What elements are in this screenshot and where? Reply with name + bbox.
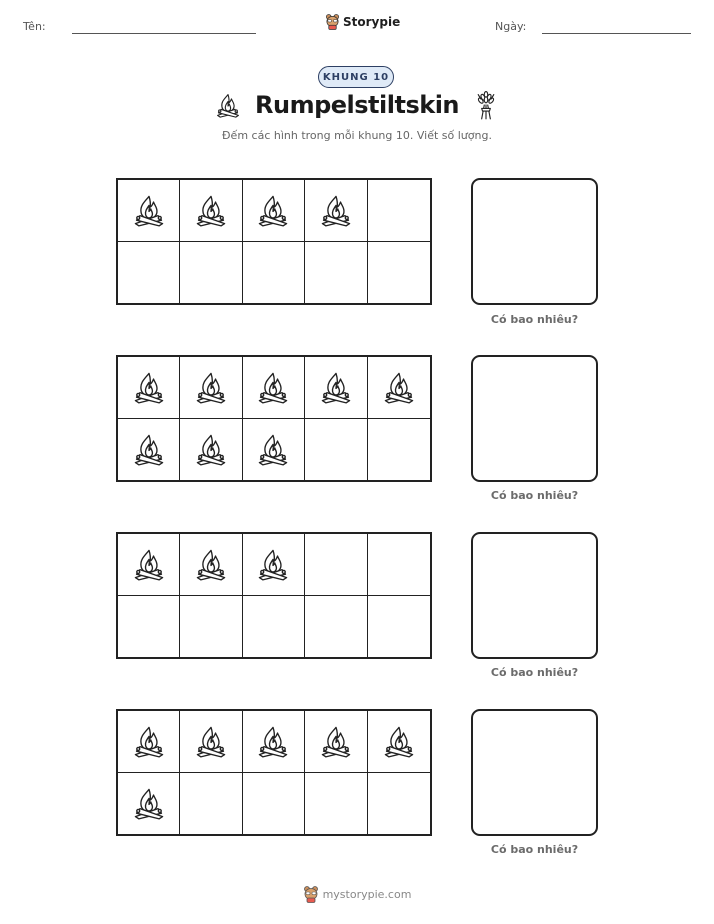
campfire-icon <box>319 368 353 406</box>
campfire-icon <box>194 191 228 229</box>
answer-box[interactable] <box>471 178 598 305</box>
ten-frame-cell <box>180 711 242 773</box>
ten-frame-cell <box>368 180 430 242</box>
campfire-icon <box>319 722 353 760</box>
answer-box[interactable] <box>471 532 598 659</box>
ten-frame-cell <box>180 773 242 835</box>
ten-frame-cell <box>368 242 430 304</box>
ten-frame-cell <box>180 419 242 481</box>
ten-frame-cell <box>368 596 430 658</box>
campfire-icon <box>194 545 228 583</box>
campfire-icon <box>256 368 290 406</box>
ten-frame-cell <box>243 180 305 242</box>
campfire-icon <box>194 430 228 468</box>
campfire-icon <box>319 191 353 229</box>
ten-frame-cell <box>305 596 367 658</box>
campfire-icon <box>132 545 166 583</box>
wheat-icon <box>473 90 499 120</box>
campfire-icon <box>132 430 166 468</box>
instructions: Đếm các hình trong mỗi khung 10. Viết số lượng. <box>222 129 492 142</box>
page-title: Rumpelstiltskin <box>255 91 459 119</box>
ten-frame-cell <box>180 596 242 658</box>
ten-frame-cell <box>243 419 305 481</box>
campfire-icon <box>382 368 416 406</box>
campfire-icon <box>256 191 290 229</box>
ten-frame <box>116 355 432 482</box>
ten-frame-cell <box>118 180 180 242</box>
ten-frame-cell <box>180 242 242 304</box>
ten-frame-cell <box>305 419 367 481</box>
ten-frame <box>116 709 432 836</box>
ten-frame-cell <box>180 534 242 596</box>
ten-frame-cell <box>118 534 180 596</box>
ten-frame-cell <box>243 242 305 304</box>
ten-frame-cell <box>305 357 367 419</box>
campfire-icon <box>256 722 290 760</box>
footer-url: mystorypie.com <box>322 887 412 901</box>
campfire-icon <box>132 722 166 760</box>
answer-label: Có bao nhiêu? <box>490 666 579 679</box>
campfire-icon <box>132 191 166 229</box>
ten-frame-cell <box>368 357 430 419</box>
campfire-icon <box>256 430 290 468</box>
ten-frame-cell <box>368 419 430 481</box>
brand-logo <box>325 13 400 30</box>
name-line[interactable] <box>72 33 256 34</box>
answer-box[interactable] <box>471 355 598 482</box>
date-line[interactable] <box>542 33 691 34</box>
ten-frame-cell <box>243 711 305 773</box>
answer-label: Có bao nhiêu? <box>490 313 579 326</box>
ten-frame <box>116 532 432 659</box>
ten-frame <box>116 178 432 305</box>
campfire-icon <box>215 91 241 119</box>
ten-frame-cell <box>243 534 305 596</box>
campfire-icon <box>194 722 228 760</box>
ten-frame-cell <box>243 357 305 419</box>
ten-frame-cell <box>180 357 242 419</box>
name-label: Tên: <box>23 20 46 33</box>
answer-label: Có bao nhiêu? <box>490 489 579 502</box>
title-row <box>0 90 714 120</box>
brand-name: Storypie <box>343 14 401 29</box>
answer-label: Có bao nhiêu? <box>490 843 579 856</box>
worksheet-type-badge: KHUNG 10 <box>318 66 394 88</box>
ten-frame-cell <box>368 711 430 773</box>
campfire-icon <box>132 784 166 822</box>
ten-frame-cell <box>118 711 180 773</box>
ten-frame-cell <box>118 419 180 481</box>
date-label: Ngày: <box>495 20 527 33</box>
answer-box[interactable] <box>471 709 598 836</box>
ten-frame-cell <box>118 242 180 304</box>
campfire-icon <box>256 545 290 583</box>
ten-frame-cell <box>118 773 180 835</box>
ten-frame-cell <box>118 596 180 658</box>
ten-frame-cell <box>305 711 367 773</box>
campfire-icon <box>382 722 416 760</box>
ten-frame-cell <box>368 773 430 835</box>
campfire-icon <box>132 368 166 406</box>
ten-frame-cell <box>180 180 242 242</box>
ten-frame-cell <box>118 357 180 419</box>
campfire-icon <box>194 368 228 406</box>
ten-frame-cell <box>305 773 367 835</box>
ten-frame-cell <box>243 773 305 835</box>
ten-frame-cell <box>305 534 367 596</box>
bear-icon <box>325 13 340 30</box>
footer <box>0 885 714 903</box>
ten-frame-cell <box>243 596 305 658</box>
bear-icon <box>303 885 319 903</box>
ten-frame-cell <box>305 180 367 242</box>
ten-frame-cell <box>368 534 430 596</box>
ten-frame-cell <box>305 242 367 304</box>
